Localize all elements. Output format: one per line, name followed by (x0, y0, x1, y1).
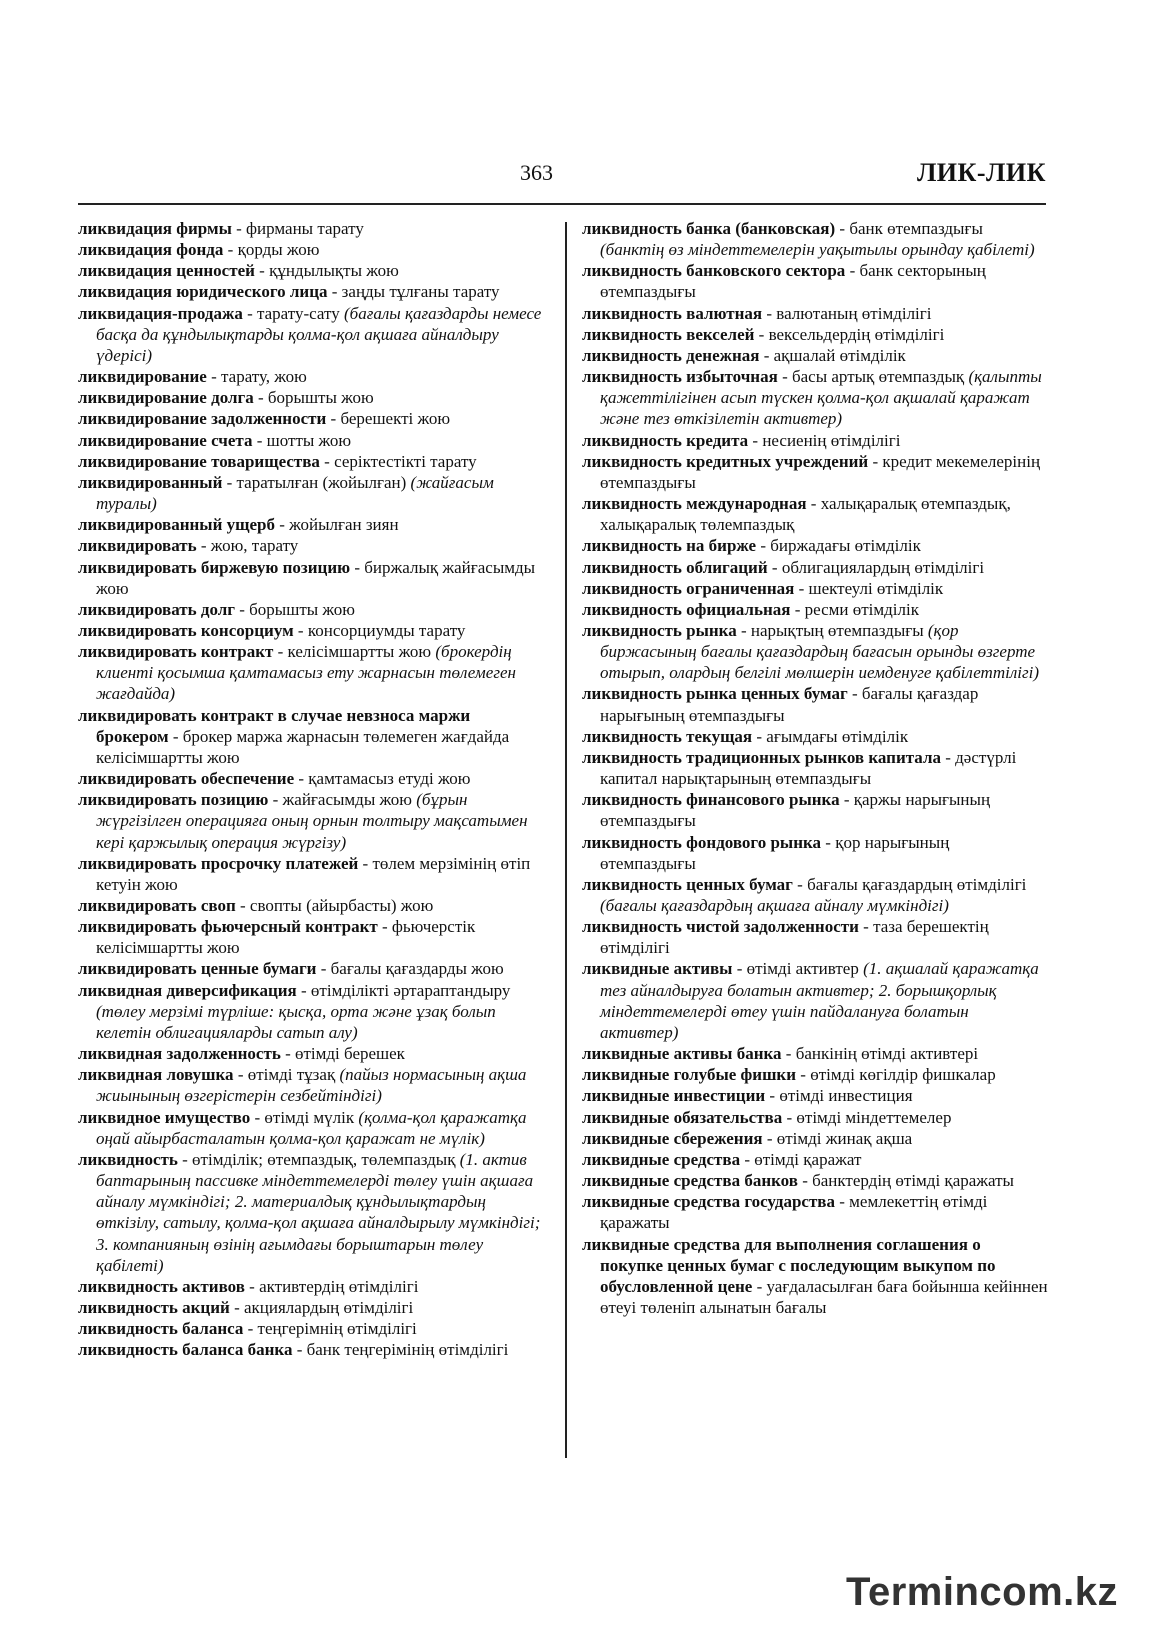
entry-translation: - несиенің өтімділігі (748, 430, 901, 450)
entry-term: ликвидность облигаций (582, 557, 768, 577)
page-number: 363 (520, 160, 553, 185)
column-divider (565, 222, 567, 1458)
dictionary-entry (78, 472, 544, 514)
entry-term: ликвидность фондового рынка (582, 832, 822, 852)
dictionary-entry (78, 1339, 544, 1360)
entry-translation: - басы артық өтемпаздық (777, 367, 969, 387)
entry-translation: - банк секторының өтемпаздығы (600, 261, 986, 302)
entry-term: ликвидные средства (582, 1149, 741, 1169)
dictionary-entry (78, 895, 544, 916)
entry-term: ликвидация юридического лица (78, 282, 328, 302)
entry-definition: (қалыпты қажеттілігінен асып түскен қолма-қол ақшалай қаражат және тез өткізілетін активтер) (600, 367, 1042, 429)
entry-term: ликвидировать обеспечение (78, 769, 295, 789)
entry-translation: - кредит мекемелерінің өтемпаздығы (600, 451, 1041, 492)
dictionary-entry (78, 535, 544, 556)
entry-term: ликвидные средства государства (582, 1192, 835, 1212)
header-rule (78, 203, 1046, 205)
dictionary-entry (582, 1234, 1048, 1319)
entry-term: ликвидная задолженность (78, 1044, 281, 1064)
entry-term: ликвидность валютная (582, 303, 763, 323)
entry-translation: - өтімді активтер (732, 959, 864, 979)
entry-translation: - борышты жою (253, 388, 374, 408)
left-column (78, 218, 544, 1360)
dictionary-entry (582, 345, 1048, 366)
entry-translation: - бағалы қағаздарды жою (316, 959, 504, 979)
entry-translation: - өтімді жинақ ақша (762, 1128, 913, 1148)
entry-term: ликвидация фирмы (78, 219, 232, 238)
entry-translation: - нарықтың өтемпаздығы (736, 620, 928, 640)
entry-term: ликвидность ценных бумаг (582, 874, 793, 894)
entry-translation: - ақшалай өтімділік (759, 345, 906, 365)
entry-term: ликвидные активы банка (582, 1044, 782, 1064)
dictionary-entry (78, 1149, 544, 1276)
entry-translation: - бағалы қағаздардың өтімділігі (792, 874, 1027, 894)
entry-term: ликвидная ловушка (78, 1065, 234, 1085)
entry-definition: (бағалы қағаздарды немесе басқа да құндылықтарды қолма-қол ақшаға айналдыру үдерісі) (96, 303, 542, 365)
dictionary-entry (78, 1107, 544, 1149)
entry-term: ликвидность рынка (582, 620, 737, 640)
dictionary-entry (78, 239, 544, 260)
entry-term: ликвидировать биржевую позицию (78, 557, 351, 577)
entry-term: ликвидность активов (78, 1276, 245, 1296)
entry-term: ликвидирование долга (78, 388, 254, 408)
dictionary-entry (582, 1107, 1048, 1128)
entry-term: ликвидные активы (582, 959, 733, 979)
dictionary-entry (582, 493, 1048, 535)
entry-translation: - тарату-сату (242, 303, 344, 323)
dictionary-entry (582, 218, 1048, 260)
entry-translation: - борышты жою (235, 599, 355, 619)
entry-term: ликвидация ценностей (78, 261, 255, 281)
entry-definition: (бұрын жүргізілген операцияға оның орнын толтыру мақсатымен кері қаржылық операция жүргізу) (96, 790, 528, 852)
dictionary-entry (582, 1064, 1048, 1085)
entry-translation: - облигациялардың өтімділігі (767, 557, 985, 577)
dictionary-entry (78, 281, 544, 302)
entry-term: ликвидные обязательства (582, 1107, 783, 1127)
entry-term: ликвидировать своп (78, 896, 236, 915)
right-column (582, 218, 1048, 1318)
dictionary-entry (582, 832, 1048, 874)
entry-term: ликвидность банка (банковская) (582, 219, 836, 238)
dictionary-entry (78, 218, 544, 239)
entry-translation: - дәстүрлі капитал нарықтарының өтемпаздығы (600, 747, 1017, 789)
entry-term: ликвидные инвестиции (582, 1086, 766, 1106)
entry-translation: - свопты (айырбасты) жою (235, 896, 434, 915)
entry-term: ликвидность традиционных рынков капитала (582, 747, 941, 767)
entry-translation: - таза берешектің өтімділігі (600, 917, 989, 958)
entry-translation: - өтімді көгілдір фишкалар (796, 1065, 996, 1085)
watermark-logo: Termincom.kz (846, 1570, 1118, 1614)
entry-translation: - жою, тарату (196, 536, 299, 556)
dictionary-entry (582, 1149, 1048, 1170)
entry-term: ликвидирование товарищества (78, 451, 320, 471)
dictionary-entry (582, 683, 1048, 725)
entry-translation: - валютаның өтімділігі (762, 303, 932, 323)
dictionary-entry (582, 557, 1048, 578)
entry-definition: (пайыз нормасының ақша жиынының өзгерістерін сезбейтіндігі) (96, 1065, 527, 1106)
dictionary-entry (78, 1297, 544, 1318)
entry-translation: - таратылған (жойылған) (222, 472, 411, 492)
dictionary-entry (78, 916, 544, 958)
entry-translation: - өтімді берешек (280, 1044, 405, 1064)
entry-translation: - өтімді мүлік (250, 1107, 359, 1127)
dictionary-entry (78, 958, 544, 979)
entry-term: ликвидность денежная (582, 345, 760, 365)
dictionary-entry (78, 599, 544, 620)
dictionary-entry (78, 1043, 544, 1064)
entry-translation: - жайғасымды жою (268, 790, 417, 810)
entry-translation: - активтердің өтімділігі (244, 1276, 419, 1296)
entry-term: ликвидированный ущерб (78, 515, 275, 535)
entry-term: ликвидность чистой задолженности (582, 917, 859, 937)
entry-translation: - серіктестікті тарату (319, 451, 477, 471)
entry-translation: - фирманы тарату (231, 219, 364, 238)
entry-translation: - өтімділік; өтемпаздық, төлемпаздық (177, 1149, 460, 1169)
entry-term: ликвидность баланса (78, 1319, 244, 1339)
dictionary-entry (78, 408, 544, 429)
dictionary-entry (78, 853, 544, 895)
entry-translation: - шектеулі өтімділік (794, 578, 944, 598)
entry-translation: - шотты жою (252, 430, 352, 450)
entry-term: ликвидирование счета (78, 430, 253, 450)
entry-term: ликвидность векселей (582, 324, 755, 344)
entry-translation: - акциялардың өтімділігі (229, 1297, 414, 1317)
entry-translation: - келісімшартты жою (273, 642, 436, 662)
entry-term: ликвидировать контракт в случае невзноса маржи брокером (78, 705, 471, 746)
dictionary-entry (582, 260, 1048, 302)
dictionary-entry (78, 789, 544, 852)
entry-term: ликвидировать (78, 536, 197, 556)
entry-term: ликвидация фонда (78, 240, 224, 260)
dictionary-entry (78, 451, 544, 472)
entry-term: ликвидность на бирже (582, 536, 757, 556)
dictionary-entry (582, 1170, 1048, 1191)
entry-translation: - халықаралық өтемпаздық, халықаралық төлемпаздық (600, 494, 1011, 535)
dictionary-entry (78, 260, 544, 281)
entry-definition: (жайғасым туралы) (96, 472, 494, 514)
entry-term: ликвидность международная (582, 494, 807, 514)
entry-definition: (төлеу мерзімі түрліше: қысқа, орта және ұзақ болып келетін облигацияларды сатып алу) (96, 1001, 496, 1042)
entry-term: ликвидность текущая (582, 726, 753, 746)
entry-term: ликвидное имущество (78, 1107, 251, 1127)
entry-translation: - бағалы қағаздар нарығының өтемпаздығы (600, 684, 979, 725)
entry-term: ликвидация-продажа (78, 303, 243, 323)
entry-translation: - өтімді инвестиция (765, 1086, 913, 1106)
dictionary-entry (78, 366, 544, 387)
entry-term: ликвидность кредитных учреждений (582, 451, 869, 471)
entry-term: ликвидность (78, 1149, 178, 1169)
dictionary-entry (582, 1128, 1048, 1149)
dictionary-entry (582, 303, 1048, 324)
entry-term: ликвидирование задолженности (78, 409, 327, 429)
entry-translation: - брокер маржа жарнасын төлемеген жағдайда келісімшартты жою (96, 726, 510, 767)
entry-definition: (қор биржасының бағалы қағаздардың бағасын орынды өзгерте отырып, олардың белгілі мөлшерін иемденуге қабілеттілігі) (600, 620, 1039, 683)
dictionary-entry (582, 874, 1048, 916)
entry-term: ликвидность кредита (582, 430, 749, 450)
dictionary-entry (78, 514, 544, 535)
entry-definition: (қолма-қол қаражатқа оңай айырбасталатын қолма-қол қаражат не мүлік) (96, 1107, 527, 1148)
dictionary-entry (582, 578, 1048, 599)
dictionary-entry (78, 1276, 544, 1297)
entry-term: ликвидировать фьючерсный контракт (78, 917, 378, 937)
entry-term: ликвидированный (78, 472, 223, 492)
running-head: ЛИК-ЛИК (916, 158, 1046, 187)
entry-translation: - өтімділікті әртараптандыру (296, 980, 511, 1000)
entry-definition: (бағалы қағаздардың ақшаға айналу мүмкіндігі) (600, 896, 949, 915)
dictionary-entry (582, 1043, 1048, 1064)
entry-translation: - консорциумды тарату (293, 620, 466, 640)
entry-translation: - вексельдердің өтімділігі (754, 324, 945, 344)
dictionary-entry (78, 303, 544, 366)
dictionary-entry (582, 620, 1048, 683)
dictionary-entry (582, 599, 1048, 620)
dictionary-entry (78, 641, 544, 704)
entry-translation: - төлем мерзімінің өтіп кетуін жою (96, 853, 531, 894)
entry-term: ликвидировать позицию (78, 790, 269, 810)
entry-term: ликвидные сбережения (582, 1128, 763, 1148)
entry-translation: - биржадағы өтімділік (756, 536, 921, 556)
entry-term: ликвидные средства для выполнения соглашения о покупке ценных бумаг с последующим выкупом по обусловленной цене (582, 1234, 996, 1296)
entry-term: ликвидировать консорциум (78, 620, 294, 640)
entry-translation: - мемлекеттің өтімді қаражаты (600, 1192, 988, 1233)
entry-translation: - теңгерімнің өтімділігі (243, 1319, 417, 1339)
entry-translation: - құндылықты жою (254, 261, 399, 281)
dictionary-entry (582, 535, 1048, 556)
entry-term: ликвидирование (78, 367, 207, 387)
entry-translation: - жойылған зиян (274, 515, 399, 535)
entry-term: ликвидировать просрочку платежей (78, 853, 359, 873)
entry-translation: - банк теңгерімінің өтімділігі (292, 1340, 509, 1360)
dictionary-entry (582, 726, 1048, 747)
dictionary-entry (582, 430, 1048, 451)
entry-translation: - өтімді тұзақ (233, 1065, 340, 1085)
dictionary-entry (582, 1085, 1048, 1106)
entry-term: ликвидные средства банков (582, 1171, 798, 1191)
dictionary-entry (582, 1191, 1048, 1233)
entry-definition: (банктің өз міндеттемелерін уақытылы орындау қабілеті) (600, 240, 1035, 260)
dictionary-entry (582, 916, 1048, 958)
entry-translation: - берешекті жою (326, 409, 451, 429)
entry-term: ликвидность финансового рынка (582, 790, 840, 810)
entry-term: ликвидные голубые фишки (582, 1065, 797, 1085)
entry-translation: - банк өтемпаздығы (835, 219, 983, 238)
entry-term: ликвидность избыточная (582, 367, 778, 387)
entry-translation: - қорды жою (223, 240, 320, 260)
dictionary-entry (582, 958, 1048, 1043)
dictionary-entry (78, 705, 544, 768)
entry-translation: - банкінің өтімді активтері (781, 1044, 979, 1064)
entry-term: ликвидировать долг (78, 599, 235, 619)
entry-term: ликвидировать контракт (78, 642, 274, 662)
dictionary-entry (78, 1064, 544, 1106)
entry-translation: - қаржы нарығының өтемпаздығы (600, 790, 991, 831)
dictionary-entry (78, 768, 544, 789)
entry-definition: (брокердің клиенті қосымша қамтамасыз ету жарнасын төлемеген жағдайда) (96, 642, 516, 704)
entry-translation: - қор нарығының өтемпаздығы (600, 832, 950, 873)
dictionary-entry (582, 789, 1048, 831)
dictionary-entry (582, 366, 1048, 429)
entry-translation: - қамтамасыз етуді жою (294, 769, 471, 789)
dictionary-entry (78, 430, 544, 451)
entry-definition: (1. актив баптарының пассивке міндеттемелерді төлеу үшін ақшаға айналу мүмкіндігі; 2. материалдық құндылықтардың өткізілу, сатылу, қолма-қол ақшаға айналдырылу мүмкіндігі; 3. компанияның өзінің ағымдағы борыштарын төлеу қабілеті) (96, 1149, 541, 1275)
entry-translation: - ресми өтімділік (790, 599, 919, 619)
entry-translation: - өтімді міндеттемелер (782, 1107, 952, 1127)
entry-translation: - тарату, жою (206, 367, 307, 387)
entry-translation: - уағдаласылған баға бойынша кейіннен өтеуі төленіп алынатын бағалы (600, 1276, 1048, 1317)
dictionary-entry (78, 620, 544, 641)
entry-term: ликвидность баланса банка (78, 1340, 293, 1360)
dictionary-entry (78, 980, 544, 1043)
dictionary-entry (582, 451, 1048, 493)
entry-term: ликвидность официальная (582, 599, 791, 619)
entry-term: ликвидность банковского сектора (582, 261, 846, 281)
entry-term: ликвидность акций (78, 1297, 230, 1317)
entry-translation: - банктердің өтімді қаражаты (797, 1171, 1014, 1191)
entry-translation: - ағымдағы өтімділік (752, 726, 909, 746)
entry-term: ликвидность рынка ценных бумаг (582, 684, 848, 704)
entry-translation: - биржалық жайғасымды жою (96, 557, 536, 598)
entry-term: ликвидность ограниченная (582, 578, 795, 598)
entry-translation: - заңды тұлғаны тарату (327, 282, 500, 302)
dictionary-entry (78, 557, 544, 599)
entry-translation: - өтімді қаражат (740, 1149, 862, 1169)
dictionary-entry (78, 1318, 544, 1339)
dictionary-entry (582, 747, 1048, 789)
entry-term: ликвидировать ценные бумаги (78, 959, 317, 979)
entry-definition: (1. ақшалай қаражатқа тез айналдыруға болатын активтер; 2. борышқорлық міндеттемелерді өтеу үшін пайдалануға болатын активтер) (600, 959, 1039, 1042)
entry-translation: - фьючерстік келісімшартты жою (96, 917, 476, 958)
dictionary-entry (582, 324, 1048, 345)
entry-term: ликвидная диверсификация (78, 980, 297, 1000)
dictionary-entry (78, 387, 544, 408)
